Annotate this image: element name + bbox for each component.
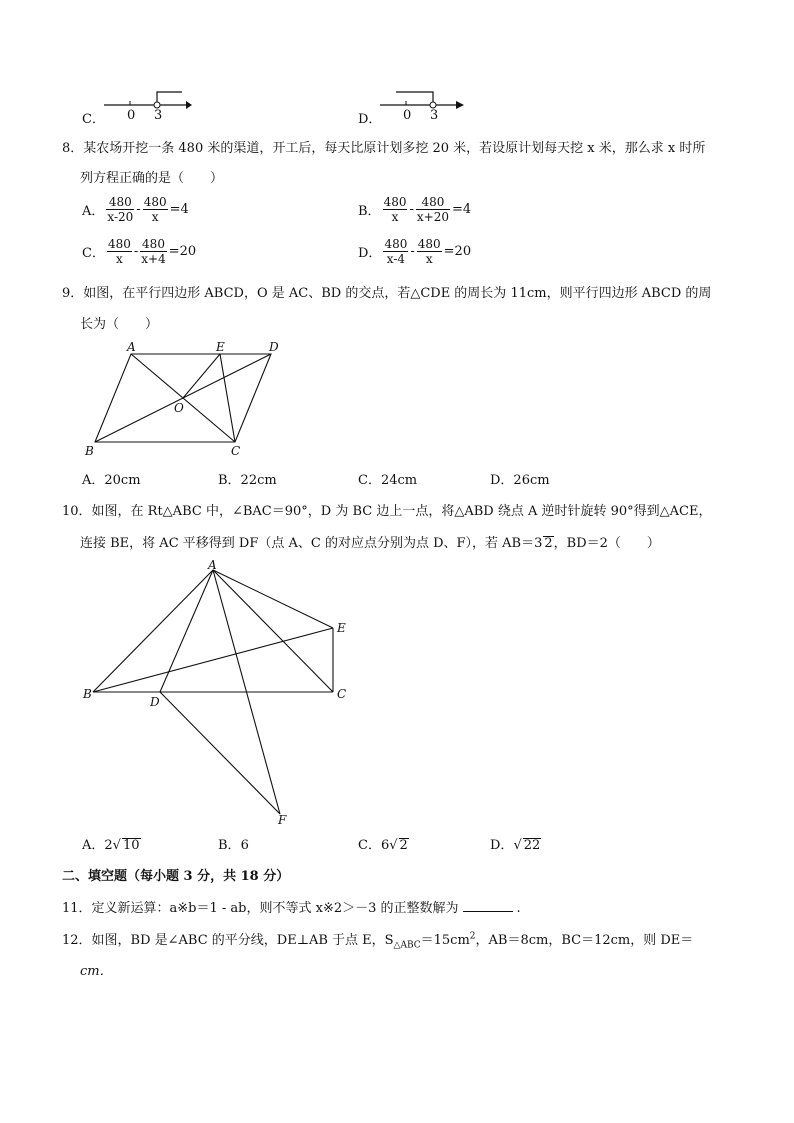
fraction: $\frac{480}{x}$	[107, 237, 131, 266]
point-d: D	[150, 695, 160, 709]
sqrt-radicand: 2	[544, 536, 553, 551]
fraction: $\frac{480}{x-4}$	[384, 237, 408, 266]
fraction: $\frac{480}{x-20}$	[107, 195, 134, 224]
q7-c-tick-0: 0	[127, 108, 136, 123]
point-e: E	[216, 340, 225, 354]
rhs: =20	[443, 244, 472, 259]
section-2-heading: 二、填空题（每小题 3 分，共 18 分）	[62, 869, 290, 884]
point-c: C	[337, 687, 347, 701]
sqrt-radicand: 10	[122, 838, 140, 853]
operator: -	[409, 202, 414, 217]
option-label: D．	[490, 838, 514, 853]
fraction: $\frac{480}{x}$	[383, 195, 407, 224]
sqrt-radicand: 2	[399, 838, 408, 853]
q10-option-a[interactable]: A．2√ 10	[82, 838, 140, 853]
q8-option-b[interactable]	[358, 195, 471, 224]
fraction: $\frac{480}{x+20}$	[416, 195, 449, 224]
q12-stem-line2: cm．	[80, 964, 113, 979]
q10-option-d[interactable]: D．√ 22	[490, 838, 541, 853]
q12-text-end: ，AB＝8cm，BC＝12cm，则 DE＝	[475, 933, 694, 948]
q8-stem-line1: 8．某农场开挖一条 480 米的渠道，开工后，每天比原计划多挖 20 米，若设原计划每天挖 x 米，那么求 x 时所	[62, 141, 706, 156]
option-label: C．	[358, 838, 381, 853]
q7-option-c-numberline	[102, 88, 192, 124]
q12-stem-line1	[62, 929, 693, 951]
coefficient: 6	[240, 838, 249, 853]
q8-option-a[interactable]	[82, 195, 189, 224]
fraction: $\frac{480}{x}$	[417, 237, 441, 266]
q9-parallelogram-figure	[80, 336, 300, 460]
option-label: A．	[82, 838, 105, 853]
operator: -	[410, 244, 415, 259]
q7-option-c-label[interactable]: C．	[82, 112, 105, 127]
operator: -	[136, 202, 141, 217]
q12-text-mid: ＝15cm	[420, 933, 470, 948]
rhs: =4	[169, 202, 189, 217]
q10-triangle-figure	[78, 556, 368, 826]
q12-superscript: 2	[469, 931, 476, 942]
q7-option-d-label[interactable]: D．	[358, 112, 382, 127]
q8-stem-line2: 列方程正确的是（ ）	[80, 171, 224, 186]
point-a: A	[208, 558, 217, 572]
q8-option-d[interactable]	[358, 237, 471, 266]
point-a: A	[127, 340, 136, 354]
q11-text-end: .	[516, 901, 521, 916]
option-label: C．	[82, 246, 105, 261]
operator: -	[133, 244, 139, 259]
rhs: =20	[168, 244, 197, 259]
q9-option-a[interactable]: A．20cm	[82, 473, 141, 488]
option-label: B．	[358, 204, 381, 219]
point-o: O	[174, 401, 184, 415]
point-d: D	[269, 340, 279, 354]
coefficient: 2	[104, 838, 113, 853]
option-label: B．	[218, 838, 241, 853]
rhs: =4	[451, 202, 472, 217]
q9-stem-line2: 长为（ ）	[80, 317, 159, 332]
q9-stem-line1: 9．如图，在平行四边形 ABCD，O 是 AC、BD 的交点，若△CDE 的周长为 11cm，则平行四边形 ABCD 的周	[62, 286, 712, 301]
coefficient: 6	[380, 838, 390, 853]
fraction: $\frac{480}{x+4}$	[141, 237, 166, 266]
q7-option-d-numberline	[378, 88, 468, 124]
option-label: A．	[82, 204, 105, 219]
q10-stem-line1: 10．如图，在 Rt△ABC 中，∠BAC＝90°，D 为 BC 边上一点，将△ABD 绕点 A 逆时针旋转 90°得到△ACE，	[62, 504, 712, 519]
q12-text: 12．如图，BD 是∠ABC 的平分线，DE⊥AB 于点 E，S	[62, 933, 394, 948]
option-label: D．	[358, 246, 382, 261]
point-e: E	[337, 621, 346, 635]
q7-d-tick-3: 3	[430, 108, 439, 123]
q9-option-b[interactable]: B．22cm	[218, 473, 277, 488]
sqrt-radicand: 22	[523, 838, 541, 853]
point-f: F	[278, 813, 287, 826]
q8-option-c[interactable]	[82, 237, 196, 266]
point-b: B	[85, 444, 94, 458]
q10-stem-line2	[80, 532, 660, 551]
q12-subscript: △ABC	[393, 940, 421, 951]
q7-d-tick-0: 0	[403, 108, 412, 123]
fraction: $\frac{480}{x}$	[143, 195, 167, 224]
q11-answer-blank[interactable]	[463, 911, 513, 912]
q10-stem-text-end: ，BD＝2（ ）	[553, 536, 660, 551]
q10-option-c[interactable]: C．6√ 2	[358, 838, 408, 853]
point-c: C	[231, 444, 241, 458]
q9-option-c[interactable]: C．24cm	[358, 473, 418, 488]
q10-option-b[interactable]	[218, 834, 249, 853]
q11-stem	[62, 897, 521, 916]
point-b: B	[83, 687, 92, 701]
q10-stem-text: 连接 BE，将 AC 平移得到 DF（点 A、C 的对应点分别为点 D、F），若 AB＝3	[80, 536, 543, 551]
q11-text: 11．定义新运算：a※b＝1 - ab，则不等式 x※2＞－3 的正整数解为	[62, 901, 459, 916]
q9-option-d[interactable]: D．26cm	[490, 473, 550, 488]
q7-c-tick-3: 3	[154, 108, 163, 123]
